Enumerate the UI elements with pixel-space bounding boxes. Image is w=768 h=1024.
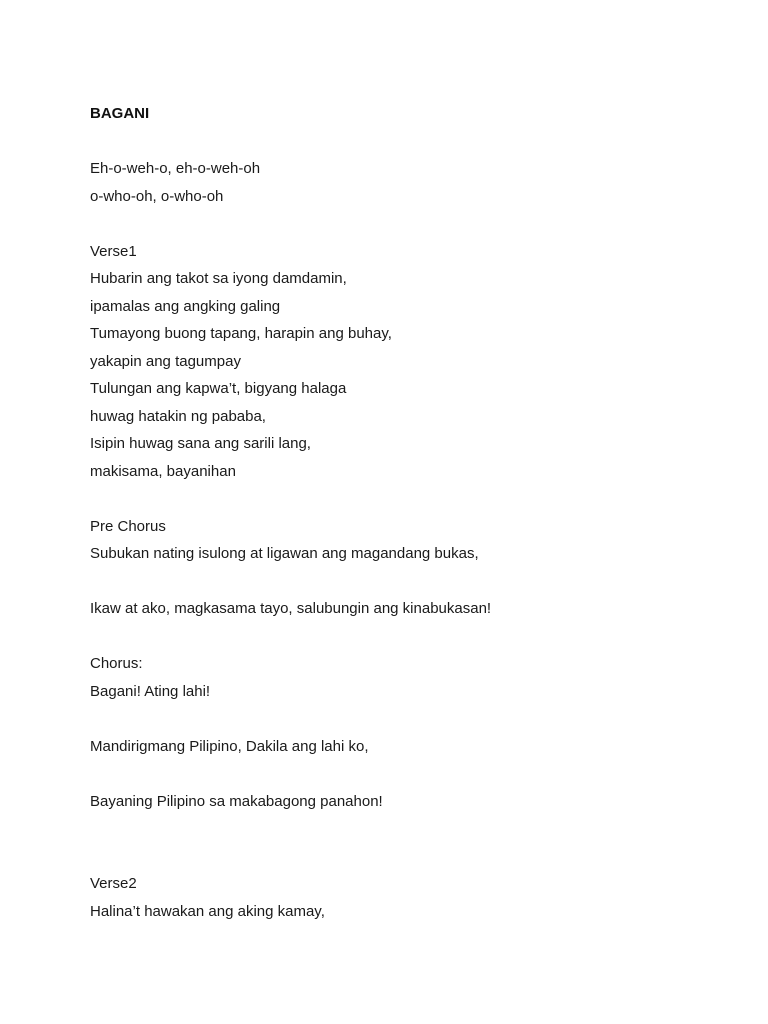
verse1-line: Tulungan ang kapwa’t, bigyang halaga — [90, 380, 347, 397]
spacer — [90, 128, 710, 156]
intro-line: Eh-o-weh-o, eh-o-weh-oh — [90, 160, 261, 177]
spacer — [90, 485, 710, 513]
spacer — [90, 760, 710, 788]
verse2-line: Halina’t hawakan ang aking kamay, — [90, 902, 325, 920]
verse1-line: huwag hatakin ng pababa, — [90, 407, 266, 425]
spacer — [90, 815, 710, 843]
pre-chorus-line: Ikaw at ako, magkasama tayo, salubungin ang kinabukasan! — [90, 600, 492, 617]
spacer — [90, 843, 710, 871]
verse1-heading: Verse1 — [90, 242, 137, 260]
verse1-line: Tumayong buong tapang, harapin ang buhay, — [90, 325, 392, 342]
verse1-line: Isipin huwag sana ang sarili lang, — [90, 435, 311, 452]
chorus-heading: Chorus: — [90, 655, 143, 672]
intro-line: o-who-oh, o-who-oh — [90, 187, 224, 205]
chorus-line: Bagani! Ating lahi! — [90, 682, 211, 700]
verse1-line: yakapin ang tagumpay — [90, 352, 241, 370]
verse2-heading: Verse2 — [90, 875, 137, 892]
song-title: BAGANI — [90, 105, 150, 122]
verse1-line: Hubarin ang takot sa iyong damdamin, — [90, 270, 347, 287]
spacer — [90, 210, 710, 238]
verse1-line: makisama, bayanihan — [90, 462, 236, 480]
spacer — [90, 623, 710, 651]
chorus-line: Bayaning Pilipino sa makabagong panahon! — [90, 792, 383, 810]
chorus-line: Mandirigmang Pilipino, Dakila ang lahi ko, — [90, 737, 369, 755]
spacer — [90, 568, 710, 596]
lyrics-body — [90, 100, 710, 925]
verse1-line: ipamalas ang angking galing — [90, 297, 281, 315]
pre-chorus-line: Subukan nating isulong at ligawan ang magandang bukas, — [90, 545, 479, 562]
spacer — [90, 705, 710, 733]
pre-chorus-heading: Pre Chorus — [90, 517, 166, 535]
